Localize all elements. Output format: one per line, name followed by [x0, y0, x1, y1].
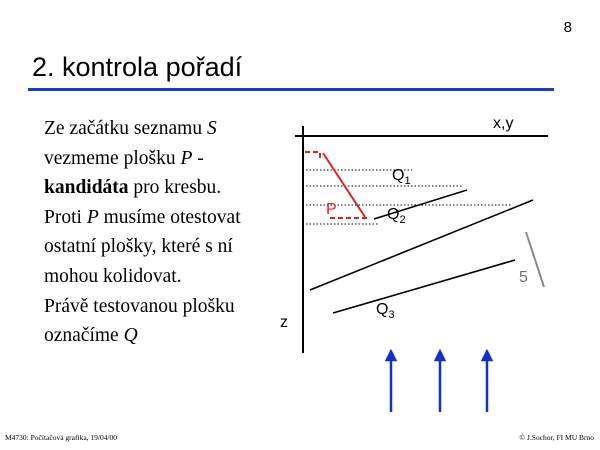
face-variable-p: P [180, 147, 193, 169]
face-q2-label-base: Q [387, 206, 400, 223]
face-5-label: 5 [519, 269, 528, 286]
axis-xy-label: x,y [493, 115, 514, 132]
face-q3-label-base: Q [376, 301, 389, 318]
footer-course: M4730: Počítačová grafika, 19/04/00 [5, 433, 118, 442]
face-q2-label [387, 206, 406, 226]
body-line-5: ostatní plošky, které s ní [44, 236, 233, 258]
face-q1-label-sub: 1 [404, 175, 411, 187]
face-q2-line [310, 200, 533, 290]
face-q3-label-sub: 3 [388, 309, 395, 321]
footer-author: © J.Sochor, FI MU Brno [519, 433, 594, 442]
face-p-bracket-top [305, 152, 320, 159]
body-line-3-text: pro kresbu. [128, 177, 222, 199]
face-q3-label [376, 301, 395, 321]
body-line-8-text: označíme [44, 325, 124, 347]
list-variable-s: S [206, 118, 217, 139]
body-line-2-dash: - [192, 147, 204, 169]
face-q1-label-base: Q [392, 167, 405, 184]
body-line-4-rest: musíme otestovat [98, 206, 241, 228]
face-variable-q: Q [123, 325, 138, 347]
face-p-label: P [326, 201, 337, 218]
face-q2-label-sub: 2 [399, 214, 406, 226]
body-line-2-text: vezmeme plošku [44, 147, 181, 169]
face-5-line [526, 232, 544, 287]
slide-title: 2. kontrola pořadí [32, 52, 243, 82]
body-line-4-text: Proti [44, 206, 87, 228]
face-variable-p-2: P [86, 206, 99, 228]
face-q3-line [333, 260, 515, 313]
body-line-7: Právě testovanou plošku [44, 295, 235, 317]
body-line-6: mohou kolidovat. [44, 265, 182, 287]
page-number: 8 [563, 19, 572, 36]
body-line-1-text: Ze začátku seznamu [44, 118, 207, 139]
candidate-term: kandidáta [44, 177, 129, 199]
axis-z-label: z [280, 314, 288, 331]
